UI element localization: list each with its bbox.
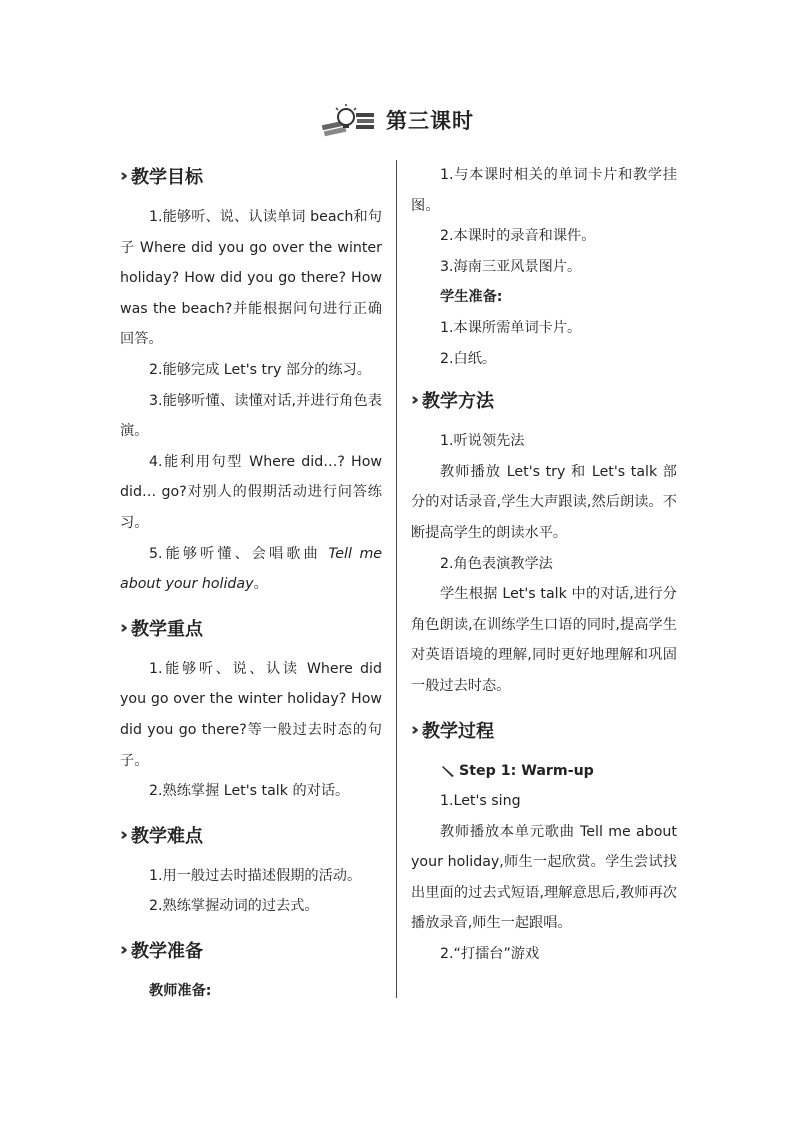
right-column [411,160,677,970]
lightbulb-books-icon [322,103,376,137]
method-2-title: 2.角色表演教学法 [440,555,553,572]
difficulty-2: 2.熟练掌握动词的过去式。 [149,898,319,915]
double-chevron-icon: ›› [120,939,123,960]
teacher-prep-1: 1.与本课时相关的单词卡片和教学挂图。 [411,167,677,214]
section-heading-key-points: ›› 教学重点 [120,617,204,640]
method-1-title: 1.听说领先法 [440,433,525,450]
double-chevron-icon: ›› [411,719,414,740]
double-chevron-icon: ›› [120,166,123,186]
difficulty-1: 1.用一般过去时描述假期的活动。 [149,867,362,884]
student-prep-2: 2.白纸。 [440,350,497,367]
page-title: 第三课时 [386,109,474,133]
teacher-prep-3: 3.海南三亚风景图片。 [440,258,582,275]
teacher-preparation-label: 教师准备: [149,982,212,999]
song-title: Tell me about your holiday [120,545,382,593]
section-heading-preparation: ›› 教学准备 [120,939,204,962]
double-chevron-icon: ›› [120,824,123,845]
step-1-item-1-desc: 教师播放本单元歌曲 Tell me about your holiday,师生一起欣赏。学生尝试找出里面的过去式短语,理解意思后,教师再次播放录音,师生一起跟唱。 [411,823,677,932]
section-heading-objectives: ›› 教学目标 [120,166,204,188]
key-point-1: 1.能够听、说、认读 Where did you go over the winter holiday? How did you go there?等一般过去时态的句子。 [120,660,382,769]
double-chevron-icon: ›› [411,390,414,411]
section-heading-process: ›› 教学过程 [411,719,495,742]
teacher-prep-2: 2.本课时的录音和课件。 [440,228,596,245]
objective-1: 1.能够听、说、认读单词 beach和句子 Where did you go over the winter holiday? How did you go there? How was the beach?并能根据问句进行正确回答。 [120,209,382,348]
key-point-2: 2.熟练掌握 Let's talk 的对话。 [149,783,350,800]
section-heading-methods: ›› 教学方法 [411,390,495,413]
pen-icon [442,764,456,778]
method-1-desc: 教师播放 Let's try 和 Let's talk 部分的对话录音,学生大声跟读,然后朗读。不断提高学生的朗读水平。 [411,463,677,541]
left-column [120,160,382,1006]
objective-2: 2.能够完成 Let's try 部分的练习。 [149,361,371,378]
objective-3: 3.能够听懂、读懂对话,并进行角色表演。 [120,392,382,440]
double-chevron-icon: ›› [120,617,123,638]
step-1-item-1: 1.Let's sing [440,793,521,810]
objective-5: 5.能够听懂、会唱歌曲 Tell me about your holiday。 [120,545,382,593]
section-heading-difficulties: ›› 教学难点 [120,824,204,847]
column-divider [396,160,397,998]
step-1-heading: Step 1: Warm-up [411,756,677,787]
step-1-item-2: 2.“打擂台”游戏 [440,946,540,963]
objective-4: 4.能利用句型 Where did…? How did… go?对别人的假期活动进行问答练习。 [120,453,382,531]
student-prep-1: 1.本课所需单词卡片。 [440,319,582,336]
title-block [322,100,474,140]
method-2-desc: 学生根据 Let's talk 中的对话,进行分角色朗读,在训练学生口语的同时,提高学生对英语语境的理解,同时更好地理解和巩固一般过去时态。 [411,586,677,694]
student-preparation-label: 学生准备: [440,289,503,306]
